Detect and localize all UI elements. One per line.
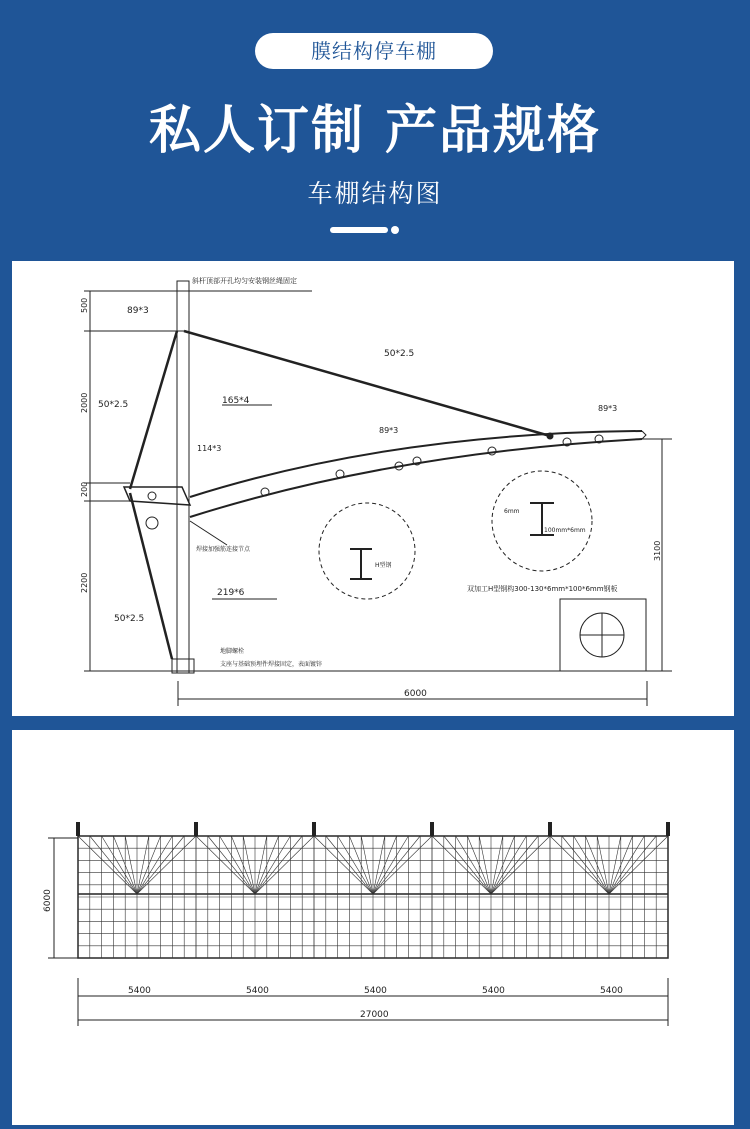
bay-dim-1: 5400 (128, 986, 151, 996)
decorative-bar (330, 227, 388, 233)
bay-dim-2: 5400 (246, 986, 269, 996)
side-elevation-drawing (12, 261, 734, 716)
note-h-beam: H型钢 (375, 562, 392, 569)
dim-3100: 3100 (653, 540, 662, 561)
plan-post (76, 822, 80, 836)
decorative-dot (391, 226, 399, 234)
plan-post (194, 822, 198, 836)
dim-2200: 2200 (80, 572, 89, 593)
plan-post (430, 822, 434, 836)
side-elevation-panel (12, 261, 734, 716)
product-category-pill: 膜结构停车棚 (255, 33, 493, 69)
total-width-dim: 27000 (360, 1010, 389, 1020)
section-subtitle: 车棚结构图 (307, 179, 443, 208)
note-base-plate: 地脚螺栓 (220, 648, 245, 655)
dim-500: 500 (80, 297, 89, 313)
note-web-dim: 6mm (504, 508, 520, 515)
label-strut-lower: 50*2.5 (114, 614, 145, 624)
bay-dim-4: 5400 (482, 986, 505, 996)
label-mid-pipe: 165*4 (222, 396, 250, 406)
bay-dim-5: 5400 (600, 986, 623, 996)
plan-view-drawing (12, 730, 734, 1125)
dim-200: 200 (80, 481, 89, 497)
label-column: 219*6 (217, 588, 245, 598)
label-beam-tube: 89*3 (379, 426, 399, 435)
note-joint: 焊接加强筋连接节点 (196, 546, 251, 553)
dim-6000: 6000 (404, 689, 427, 699)
plan-view-panel (12, 730, 734, 1125)
note-steel-spec: 双加工H型钢构300-130*6mm*100*6mm钢板 (467, 585, 618, 593)
dim-2000: 2000 (80, 392, 89, 413)
label-small-pipe: 114*3 (197, 444, 222, 453)
label-tip-tube: 89*3 (598, 404, 618, 413)
label-strut-upper: 50*2.5 (98, 400, 129, 410)
label-tie-rod: 50*2.5 (384, 349, 415, 359)
label-cap-tube: 89*3 (127, 306, 149, 316)
plan-post (548, 822, 552, 836)
bay-dim-3: 5400 (364, 986, 387, 996)
plan-post (666, 822, 670, 836)
note-flange-dim: 100mm*6mm (544, 527, 586, 534)
page-headline: 私人订制 产品规格 (148, 101, 602, 161)
plan-post (312, 822, 316, 836)
plan-dim-6000: 6000 (43, 889, 53, 912)
note-foundation: 支座与基础预埋件焊接固定，表面镀锌 (220, 661, 323, 668)
top-note: 斜杆顶部开孔均匀安装钢丝绳固定 (192, 277, 297, 285)
